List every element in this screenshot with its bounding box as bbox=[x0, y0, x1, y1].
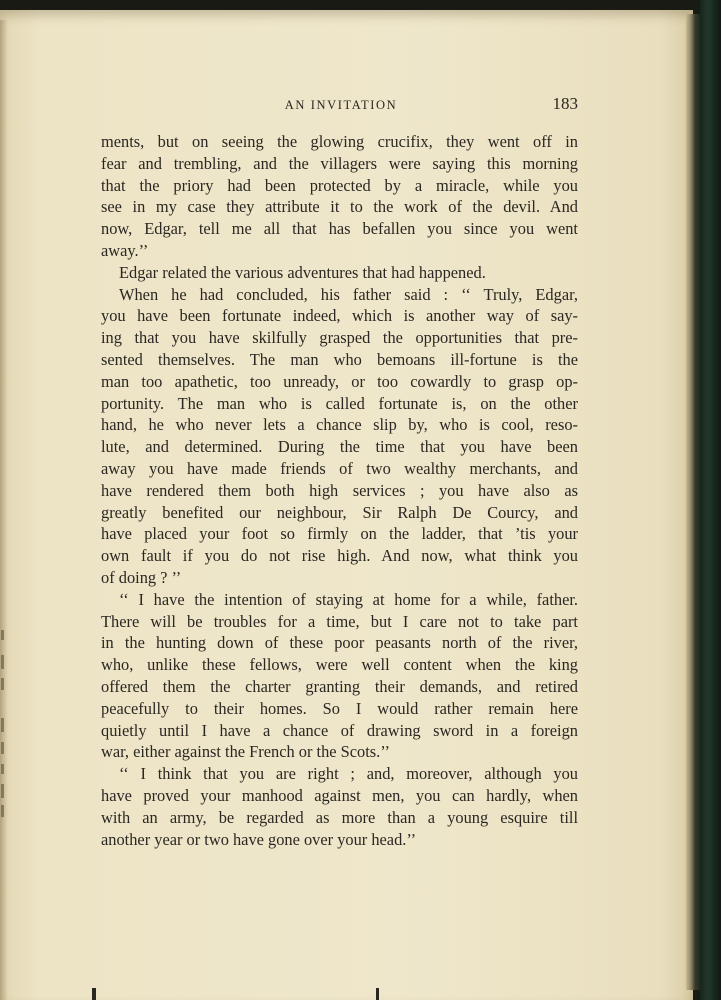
text-line: you have been fortunate indeed, which is another way of say- bbox=[101, 306, 578, 326]
margin-bleed-mark bbox=[1, 764, 4, 774]
text-line: own fault if you do not rise high. And now, what think you bbox=[101, 546, 578, 566]
text-line: have rendered them both high services ; you have also as bbox=[101, 480, 578, 500]
text-line: Edgar related the various adventures that had happened. bbox=[119, 262, 486, 282]
text-line: away you have made friends of two wealthy merchants, and bbox=[101, 458, 578, 478]
text-line: ‘‘ I have the intention of staying at home for a while, father. bbox=[119, 589, 578, 609]
text-line: fear and trembling, and the villagers were saying this morning bbox=[101, 153, 578, 173]
text-line: man too apathetic, too unready, or too cowardly to grasp op- bbox=[101, 371, 578, 391]
text-line: war, either against the French or the Scots.’’ bbox=[101, 742, 390, 762]
page-stack-edge bbox=[686, 14, 700, 990]
text-line: There will be troubles for a time, but I care not to take part bbox=[101, 611, 578, 631]
page-number: 183 bbox=[552, 94, 578, 113]
text-line: lute, and determined. During the time that you have been bbox=[101, 437, 578, 457]
body-text bbox=[101, 131, 578, 850]
margin-bleed-mark bbox=[1, 678, 4, 690]
text-line: now, Edgar, tell me all that has befallen you since you went bbox=[101, 219, 578, 239]
text-line: who, unlike these fellows, were well content when the king bbox=[101, 655, 578, 675]
text-line: with an army, be regarded as more than a young esquire till bbox=[101, 807, 578, 827]
text-line: greatly benefited our neighbour, Sir Ralph De Courcy, and bbox=[101, 502, 578, 522]
text-line: another year or two have gone over your head.’’ bbox=[101, 829, 417, 849]
text-line: that the priory had been protected by a miracle, while you bbox=[101, 175, 578, 195]
bottom-edge-mark bbox=[376, 988, 379, 1000]
running-head-title: AN INVITATION bbox=[284, 98, 398, 112]
text-line: in the hunting down of these poor peasants north of the river, bbox=[101, 633, 578, 653]
margin-bleed-mark bbox=[1, 742, 4, 754]
text-line: ‘‘ I think that you are right ; and, moreover, although you bbox=[119, 764, 578, 784]
margin-bleed-mark bbox=[1, 718, 4, 732]
text-line: quietly until I have a chance of drawing sword in a foreign bbox=[101, 720, 578, 740]
text-line: offered them the charter granting their demands, and retired bbox=[101, 676, 578, 696]
binding-shadow bbox=[0, 20, 8, 1000]
text-line: have proved your manhood against men, you can hardly, when bbox=[101, 785, 578, 805]
margin-bleed-mark bbox=[1, 784, 4, 798]
text-line: ing that you have skilfully grasped the opportunities that pre- bbox=[101, 328, 578, 348]
text-line: see in my case they attribute it to the work of the devil. And bbox=[101, 197, 578, 217]
text-line: hand, he who never lets a chance slip by, who is cool, reso- bbox=[101, 415, 578, 435]
running-head bbox=[102, 94, 580, 118]
text-line: portunity. The man who is called fortunate is, on the other bbox=[101, 393, 578, 413]
text-line: When he had concluded, his father said : ‘‘ Truly, Edgar, bbox=[119, 284, 578, 304]
margin-bleed-mark bbox=[1, 655, 4, 669]
text-line: sented themselves. The man who bemoans ill-fortune is the bbox=[101, 349, 578, 369]
margin-bleed-mark bbox=[1, 805, 4, 817]
text-line: have placed your foot so firmly on the ladder, that ’tis your bbox=[101, 524, 578, 544]
text-line: away.’’ bbox=[101, 240, 149, 260]
margin-bleed-mark bbox=[1, 630, 4, 640]
book-cover-edge bbox=[700, 0, 721, 1000]
text-line: peacefully to their homes. So I would rather remain here bbox=[101, 698, 578, 718]
text-line: of doing ? ’’ bbox=[101, 567, 182, 587]
bottom-edge-mark bbox=[92, 988, 96, 1000]
text-line: ments, but on seeing the glowing crucifix, they went off in bbox=[101, 132, 578, 151]
